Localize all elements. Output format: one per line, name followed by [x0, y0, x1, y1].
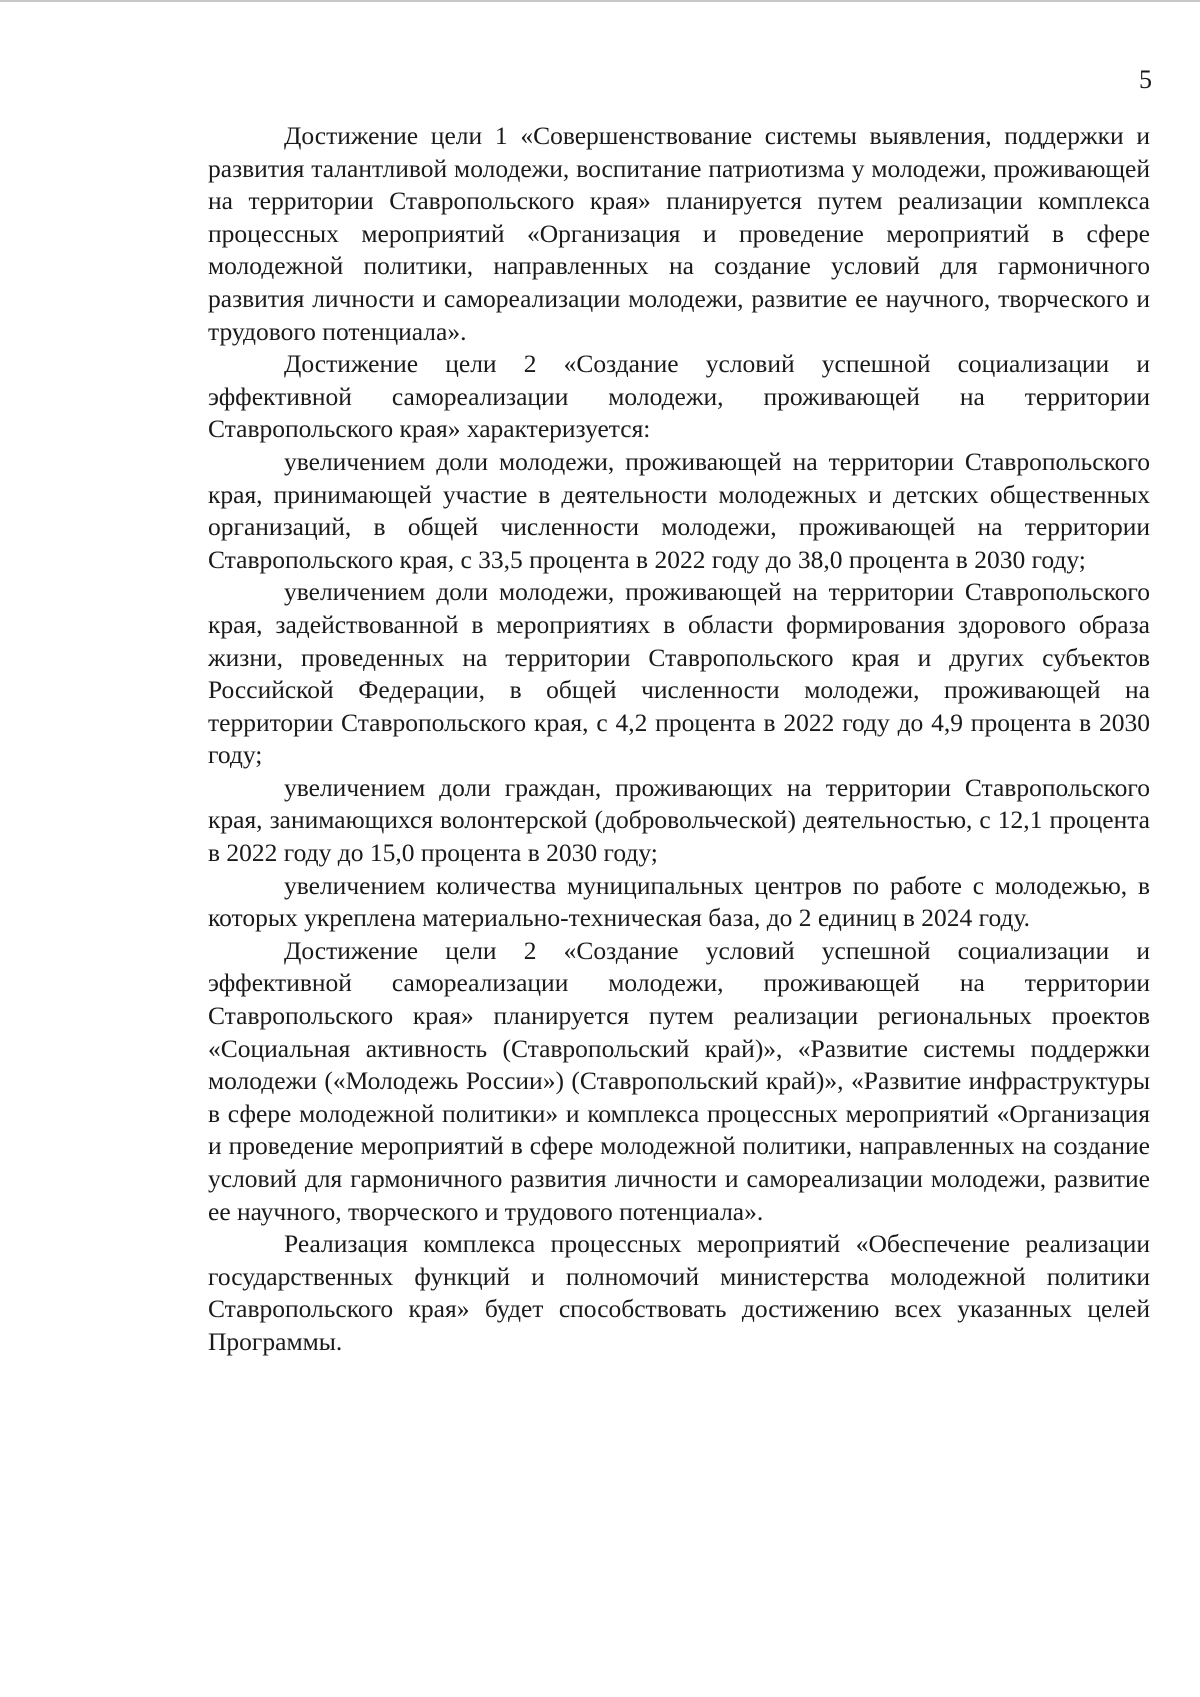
- paragraph-goal-2-characteristics: Достижение цели 2 «Создание условий успешной социализации и эффективной самореализации молодежи, проживающей на территории Ставропольского края» характеризуется:: [208, 349, 1150, 444]
- paragraph-goal-1-achievement: Достижение цели 1 «Совершенствование системы выявления, поддержки и развития талантливой молодежи, воспитание патриотизма у молодежи, проживающей на территории Ставропольского края» планируется путем реализации комплекса процессных мероприятий «Организация и проведение мероприятий в сфере молодежной политики, направленных на создание условий для гармоничного развития личности и самореализации молодежи, развитие ее научного, творческого и трудового потенциала».: [208, 121, 1150, 346]
- page-number: 5: [1139, 65, 1152, 94]
- paragraph-process-activities: Реализация комплекса процессных мероприятий «Обеспечение реализации государственных функций и полномочий министерства молодежной политики Ставропольского края» будет способствовать достижению всех указанных целей Программы.: [208, 1229, 1150, 1356]
- paragraph-goal-2-achievement: Достижение цели 2 «Создание условий успешной социализации и эффективной самореализации молодежи, проживающей на территории Ставропольского края» планируется путем реализации региональных проектов «Социальная активность (Ставропольский край)», «Развитие системы поддержки молодежи («Молодежь России») (Ставропольский край)», «Развитие инфраструктуры в сфере молодежной политики» и комплекса процессных мероприятий «Организация и проведение мероприятий в сфере молодежной политики, направленных на создание условий для гармоничного развития личности и самореализации молодежи, развитие ее научного, творческого и трудового потенциала».: [208, 935, 1150, 1226]
- paragraph-indicator-youth-organizations: увеличением доли молодежи, проживающей на территории Ставропольского края, принимающей участие в деятельности молодежных и детских общественных организаций, в общей численности молодежи, проживающей на территории Ставропольского края, с 33,5 процента в 2022 году до 38,0 процента в 2030 году;: [208, 446, 1150, 574]
- document-body: [208, 120, 1150, 1359]
- paragraph-indicator-volunteering: увеличением доли граждан, проживающих на территории Ставропольского края, занимающихся волонтерской (добровольческой) деятельностью, с 12,1 процента в 2022 году до 15,0 процента в 2030 году;: [208, 772, 1150, 868]
- scan-edge-line: [0, 0, 1200, 2]
- paragraph-indicator-youth-centers: увеличением количества муниципальных центров по работе с молодежью, в которых укреплена материально-техническая база, до 2 единиц в 2024 году.: [208, 870, 1150, 933]
- paragraph-indicator-healthy-lifestyle: увеличением доли молодежи, проживающей на территории Ставропольского края, задействованной в мероприятиях в области формирования здорового образа жизни, проведенных на территории Ставропольского края и других субъектов Российской Федерации, в общей численности молодежи, проживающей на территории Ставропольского края, с 4,2 процента в 2022 году до 4,9 процента в 2030 году;: [208, 577, 1150, 770]
